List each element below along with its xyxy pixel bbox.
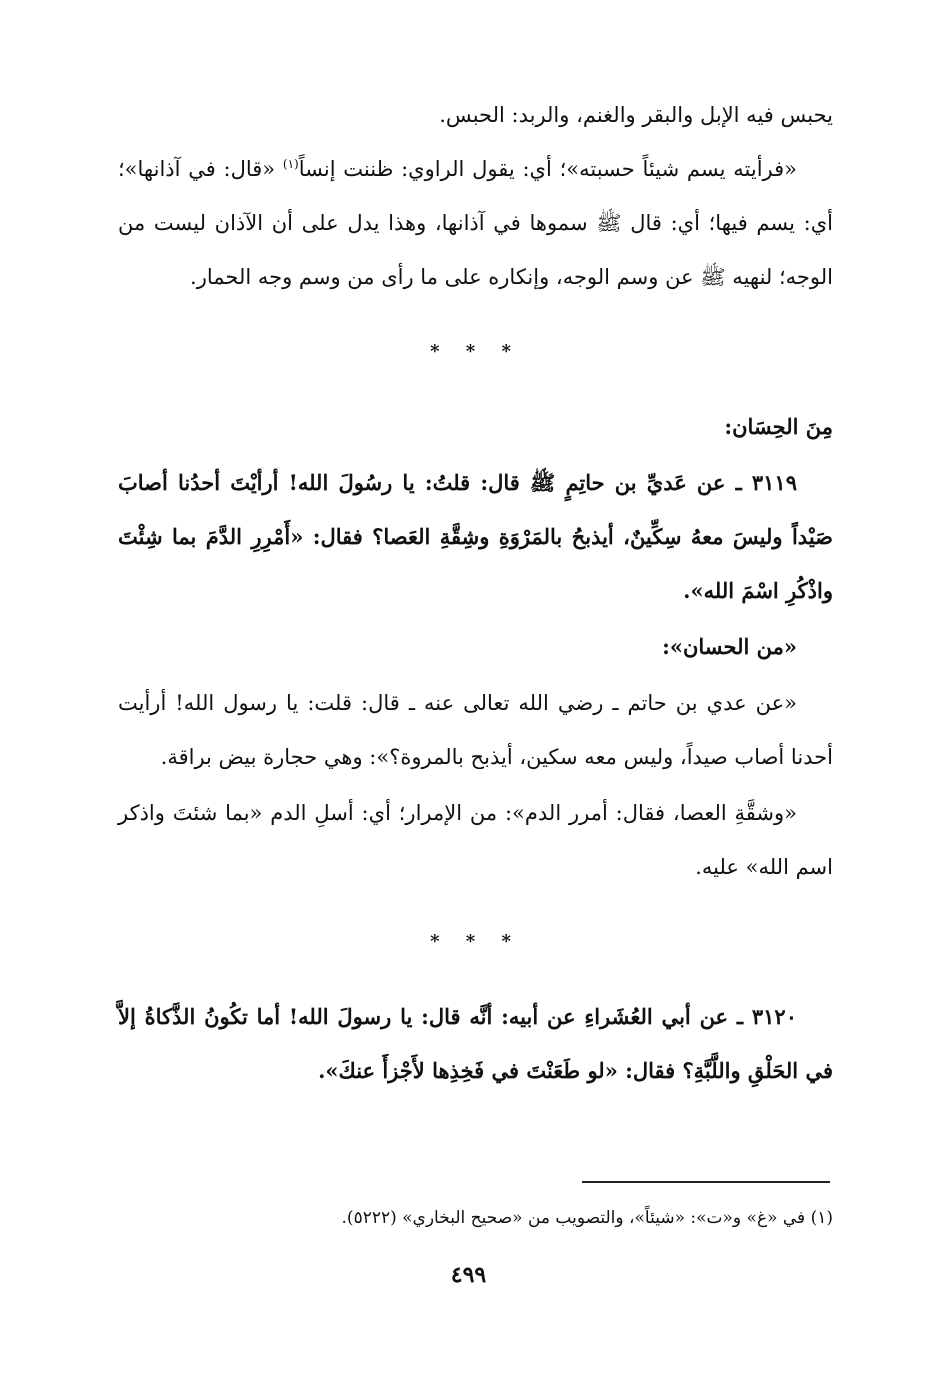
page-body	[118, 88, 833, 1098]
footnote: (١) في «غ» و«ت»: «شيئاً»، والتصويب من «صحيح البخاري» (٥٢٢٢).	[341, 1208, 833, 1228]
hadith-text: ٣١١٩ ـ عن عَديِّ بن حاتِمٍ ﷺ قال: قلتُ: يا رسُولَ الله! أرأيْتَ أحدُنا أصابَ صَيْداً وليسَ معهُ سِكِّينٌ، أيذبحُ بالمَرْوَةِ وشِقَّةِ العَصا؟ فقال: «أَمْرِرِ الدَّمَ بما شِئْتَ واذْكُرِ اسْمَ الله».	[118, 470, 833, 603]
footnote-marker: (١)	[282, 157, 299, 171]
commentary-heading: «من الحسان»:	[662, 634, 797, 659]
paragraph-text	[118, 142, 833, 304]
hadith-text: ٣١٢٠ ـ عن أبي العُشَراءِ عن أبيه: أنَّه قال: يا رسولَ الله! أما تكُونُ الذَّكاةُ إلاَّ في الحَلْقِ واللَّبَّةِ؟ فقال: «لو طَعَنْتَ في فَخِذِها لأَجْزأَ عنكَ».	[118, 1004, 833, 1083]
page-number: ٤٩٩	[450, 1262, 487, 1288]
paragraph-text-part: «فرأيته يسم شيئاً حسبته»؛ أي: يقول الراوي: ظننت إنساً	[298, 157, 797, 181]
section-separator: * * *	[430, 931, 521, 952]
paragraph-text: يحبس فيه الإبل والبقر والغنم، والربد: الحبس.	[439, 103, 833, 127]
footnote-divider	[582, 1181, 830, 1183]
section-heading: مِنَ الحِسَان:	[724, 414, 833, 439]
commentary-text: «وشقَّةِ العصا، فقال: أمرر الدم»: من الإمرار؛ أي: أسلِ الدم «بما شئتَ واذكر اسم الله» عليه.	[118, 801, 833, 879]
paragraph-text-part: «قال: في آذانها»؛ أي: يسم فيها؛ أي: قال ﷺ سموها في آذانها، وهذا يدل على أن الآذان ليست من الوجه؛ لنهيه ﷺ عن وسم الوجه، وإنكاره على ما رأى من وسم وجه الحمار.	[118, 157, 833, 289]
section-separator: * * *	[430, 341, 521, 362]
commentary-text: «عن عدي بن حاتم ـ رضي الله تعالى عنه ـ قال: قلت: يا رسول الله! أرأيت أحدنا أصاب صيداً، وليس معه سكين، أيذبح بالمروة؟»: وهي حجارة بيض براقة.	[118, 691, 833, 769]
